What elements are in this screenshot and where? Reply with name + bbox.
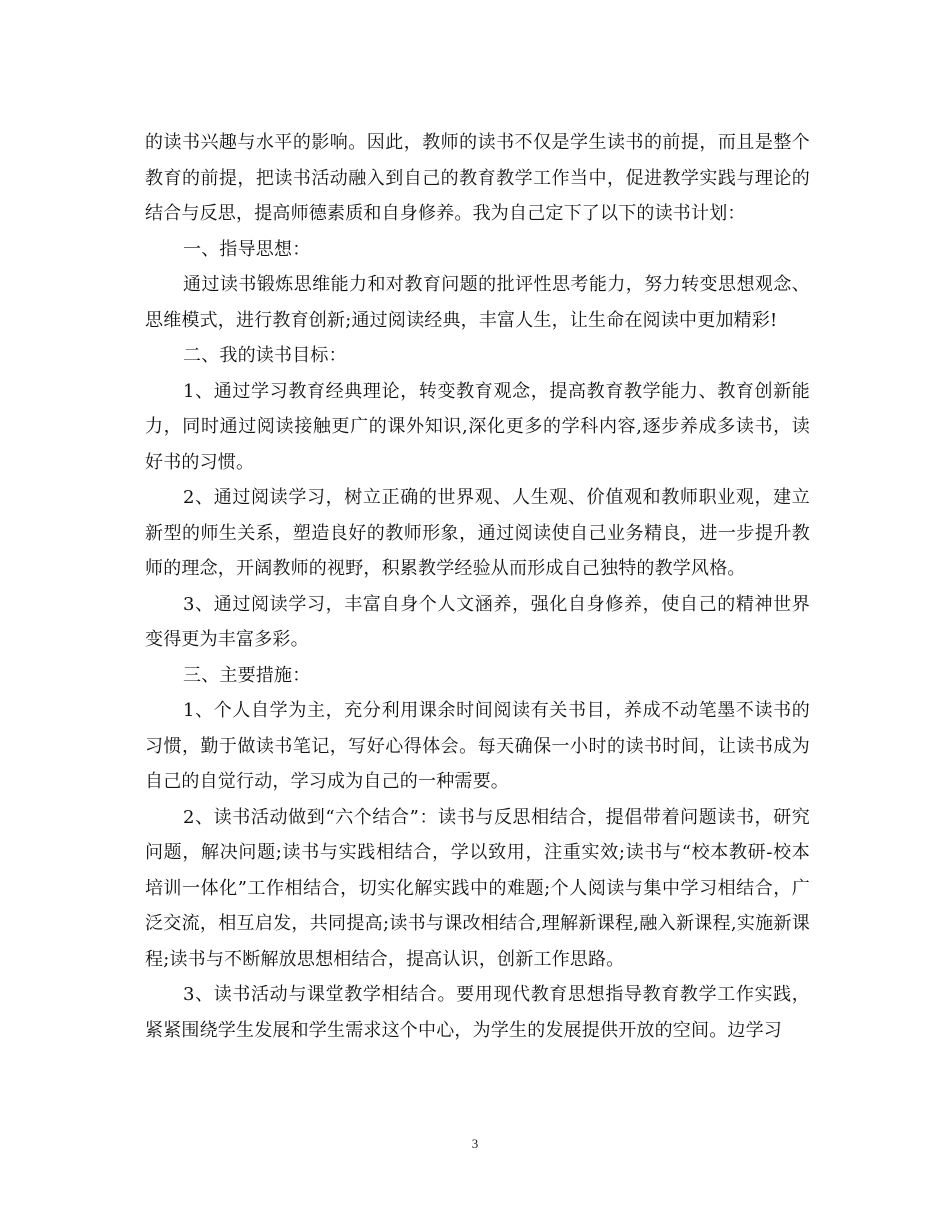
heading-reading-goals: 二、我的读书目标： — [183, 345, 347, 366]
paragraph-continuation: 的读书兴趣与水平的影响。因此，教师的读书不仅是学生读书的前提，而且是整个教育的前提，把读书活动融入到自己的教育教学工作当中，促进教学实践与理论的结合与反思，提高师德素质和自身修养。我为自己定下了以下的读书计划： — [145, 132, 810, 224]
page-number: 3 — [471, 1136, 479, 1151]
body-text — [145, 125, 810, 1048]
paragraph-goal-3: 3、通过阅读学习，丰富自身个人文涵养，强化自身修养，使自己的精神世界变得更为丰富多彩。 — [145, 593, 810, 650]
paragraph-measure-2: 2、读书活动做到“六个结合”：读书与反思相结合，提倡带着问题读书，研究问题，解决问题;读书与实践相结合，学以致用，注重实效;读书与“校本教研-校本培训一体化”工作相结合，切实化解实践中的难题;个人阅读与集中学习相结合，广泛交流，相互启发，共同提高;读书与课改相结合,理解新课程,融入新课程,实施新课程;读书与不断解放思想相结合，提高认识，创新工作思路。 — [145, 806, 810, 970]
paragraph-goal-1: 1、通过学习教育经典理论，转变教育观念，提高教育教学能力、教育创新能力，同时通过阅读接触更广的课外知识,深化更多的学科内容,逐步养成多读书，读好书的习惯。 — [145, 380, 810, 473]
paragraph-guiding-ideology: 通过读书锻炼思维能力和对教育问题的批评性思考能力，努力转变思想观念、思维模式，进行教育创新;通过阅读经典，丰富人生，让生命在阅读中更加精彩! — [145, 274, 810, 331]
paragraph-measure-3: 3、读书活动与课堂教学相结合。要用现代教育思想指导教育教学工作实践，紧紧围绕学生发展和学生需求这个中心，为学生的发展提供开放的空间。边学习 — [145, 984, 810, 1041]
paragraph-goal-2: 2、通过阅读学习，树立正确的世界观、人生观、价值观和教师职业观，建立新型的师生关系，塑造良好的教师形象，通过阅读使自己业务精良，进一步提升教师的理念，开阔教师的视野，积累教学经验从而形成自己独特的教学风格。 — [145, 487, 810, 579]
heading-guiding-ideology: 一、指导思想： — [183, 238, 311, 260]
paragraph-measure-1: 1、个人自学为主，充分利用课余时间阅读有关书目，养成不动笔墨不读书的习惯，勤于做读书笔记，写好心得体会。每天确保一小时的读书时间，让读书成为自己的自觉行动，学习成为自己的一种需要。 — [145, 700, 810, 792]
heading-main-measures: 三、主要措施： — [183, 664, 311, 686]
